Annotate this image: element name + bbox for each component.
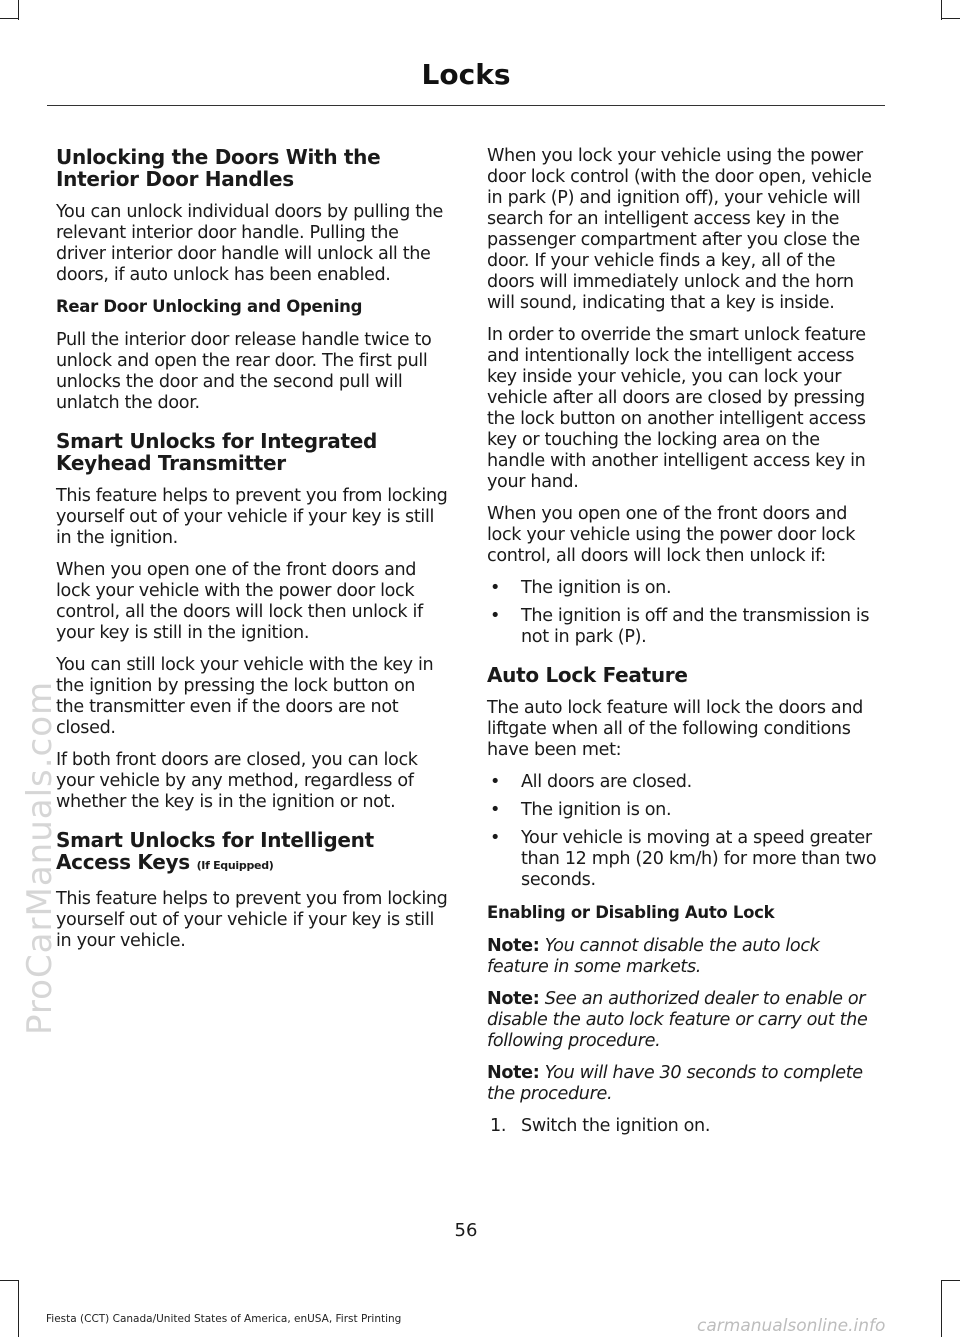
paragraph: This feature helps to prevent you from locking yourself out of your vehicle if your key is still in your vehicle. bbox=[56, 889, 448, 951]
note-label: Note: bbox=[487, 1063, 540, 1083]
list-item: • All doors are closed. bbox=[487, 772, 879, 793]
crop-mark bbox=[941, 0, 942, 20]
note-label: Note: bbox=[487, 936, 540, 956]
list-item: • The ignition is on. bbox=[487, 800, 879, 821]
note-text: See an authorized dealer to enable or disable the auto lock feature or carry out the following procedure. bbox=[487, 989, 868, 1051]
crop-mark bbox=[942, 1280, 960, 1281]
crop-mark bbox=[942, 18, 960, 19]
paragraph: Pull the interior door release handle twice to unlock and open the rear door. The first pull unlocks the door and the second pull will unlatch the door. bbox=[56, 330, 432, 413]
left-column bbox=[56, 146, 448, 963]
crop-mark bbox=[941, 1280, 942, 1337]
note bbox=[487, 989, 879, 1052]
heading-text: Smart Unlocks for Intelligent Access Keys bbox=[56, 828, 374, 874]
paragraph: When you open one of the front doors and lock your vehicle with the power door lock control, all the doors will lock then unlock if your key is still in the ignition. bbox=[56, 560, 423, 643]
section-heading: Auto Lock Feature bbox=[487, 663, 688, 687]
watermark: ProCarManuals.com bbox=[20, 680, 60, 1035]
note-label: Note: bbox=[487, 989, 540, 1009]
list-item: • The ignition is off and the transmission is not in park (P). bbox=[487, 606, 879, 648]
note bbox=[487, 1063, 879, 1105]
crop-mark bbox=[18, 0, 19, 20]
list-item: • Your vehicle is moving at a speed greater than 12 mph (20 km/h) for more than two seconds. bbox=[487, 828, 879, 891]
note-text: You cannot disable the auto lock feature in some markets. bbox=[487, 936, 820, 977]
crop-mark bbox=[18, 1280, 19, 1337]
footer-text: Fiesta (CCT) Canada/United States of America, enUSA, First Printing bbox=[46, 1313, 402, 1325]
if-equipped-tag: (If Equipped) bbox=[196, 859, 274, 872]
procedure-step bbox=[487, 1116, 879, 1137]
step-text: Switch the ignition on. bbox=[521, 1116, 711, 1136]
paragraph: If both front doors are closed, you can lock your vehicle by any method, regardless of whether the key is in the ignition or not. bbox=[56, 750, 418, 812]
subheading: Rear Door Unlocking and Opening bbox=[56, 297, 363, 316]
site-watermark: carmanualsonline.info bbox=[697, 1316, 886, 1336]
section-heading: Unlocking the Doors With the Interior Door Handles bbox=[56, 145, 381, 191]
page-number: 56 bbox=[454, 1220, 478, 1241]
paragraph: You can unlock individual doors by pulling the relevant interior door handle. Pulling the driver interior door handle will unlock all the doors, if auto unlock has been enabled. bbox=[56, 202, 444, 285]
note-text: You will have 30 seconds to complete the procedure. bbox=[487, 1063, 863, 1104]
section-heading bbox=[56, 829, 448, 877]
bullet-list bbox=[487, 578, 879, 648]
list-item: • The ignition is on. bbox=[487, 578, 879, 599]
paragraph: In order to override the smart unlock feature and intentionally lock the intelligent access key inside your vehicle, you can lock your vehicle after all doors are closed by pressing the lock button on another intelligent access key or touching the locking area on the handle with another intelligent access key in your hand. bbox=[487, 325, 866, 492]
step-number: 1. bbox=[490, 1116, 507, 1136]
right-column bbox=[487, 146, 879, 1148]
bullet-list bbox=[487, 772, 879, 891]
note bbox=[487, 936, 879, 978]
crop-mark bbox=[0, 18, 18, 19]
paragraph: This feature helps to prevent you from locking yourself out of your vehicle if your key is still in the ignition. bbox=[56, 486, 448, 548]
header-divider bbox=[47, 105, 885, 106]
section-heading: Smart Unlocks for Integrated Keyhead Transmitter bbox=[56, 429, 378, 475]
crop-mark bbox=[0, 1280, 18, 1281]
paragraph: You can still lock your vehicle with the key in the ignition by pressing the lock button on the transmitter even if the doors are not closed. bbox=[56, 655, 434, 738]
paragraph: When you lock your vehicle using the power door lock control (with the door open, vehicle in park (P) and ignition off), your vehicle will search for an intelligent access key in the passenger compartment after you close the door. If your vehicle finds a key, all of the doors will immediately unlock and the horn will sound, indicating that a key is inside. bbox=[487, 146, 872, 313]
paragraph: When you open one of the front doors and lock your vehicle using the power door lock control, all doors will lock then unlock if: bbox=[487, 504, 856, 566]
paragraph: The auto lock feature will lock the doors and liftgate when all of the following conditions have been met: bbox=[487, 698, 863, 760]
page-title: Locks bbox=[421, 58, 511, 91]
subheading: Enabling or Disabling Auto Lock bbox=[487, 903, 775, 922]
